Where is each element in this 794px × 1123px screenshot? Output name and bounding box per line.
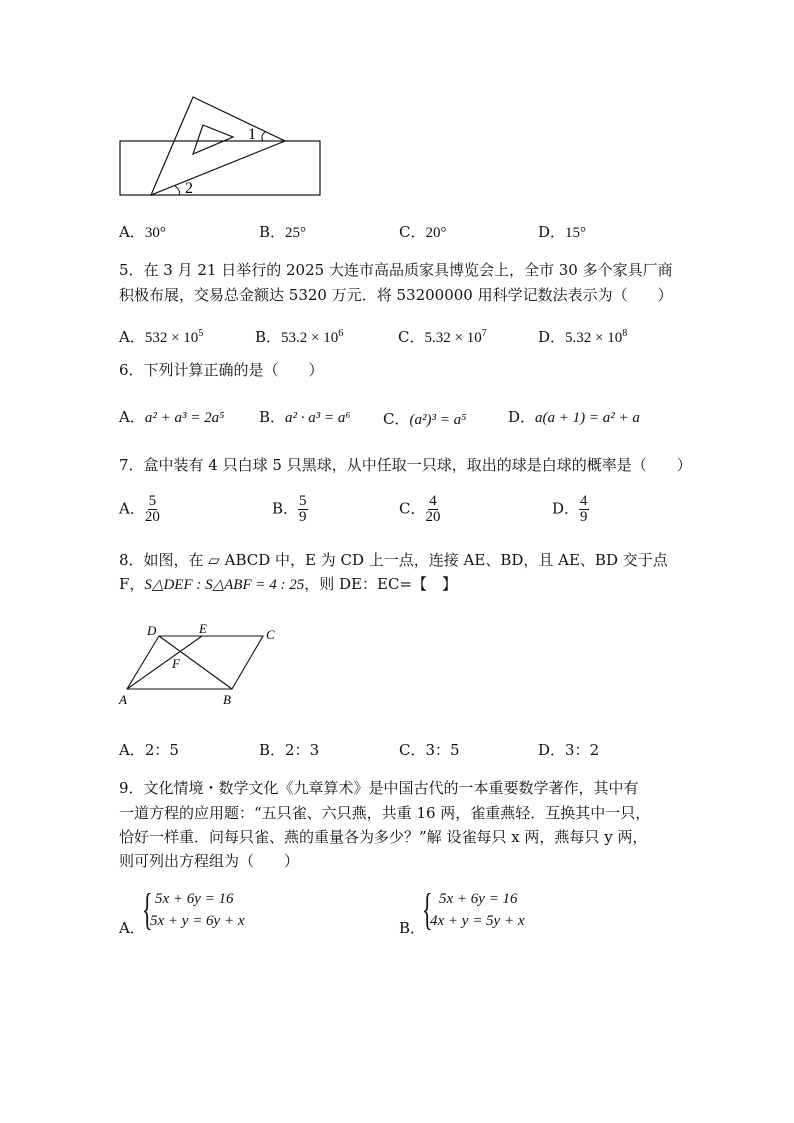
q9-stem-line4: 则可列出方程组为（ ） xyxy=(119,852,300,870)
q6-option-c[interactable]: C．(a²)³ = a⁵ xyxy=(383,410,467,428)
q7-option-b[interactable]: B． $\frac{5}{9}$ xyxy=(272,493,307,525)
set-square-outer xyxy=(151,97,285,195)
q9-option-b[interactable]: B． xyxy=(399,919,426,937)
q8-option-c[interactable]: C．3：5 xyxy=(399,741,460,759)
set-square-inner xyxy=(193,125,233,154)
point-a-label: A xyxy=(119,692,127,707)
q6-option-d[interactable]: D．a(a + 1) = a² + a xyxy=(508,408,640,426)
fraction: $\frac{4}{9}$ xyxy=(580,493,588,525)
point-b-label: B xyxy=(223,692,231,707)
q8-option-a[interactable]: A．2：5 xyxy=(119,741,179,759)
q7-stem: 7．盒中装有 4 只白球 5 只黑球，从中任取一只球，取出的球是白球的概率是（ ） xyxy=(119,456,692,474)
system-brace: { xyxy=(422,885,433,934)
q9-a-equation-2: 5x + y = 6y + x xyxy=(150,913,245,929)
q8-figure xyxy=(115,620,285,710)
q5-option-c[interactable]: C．$5.32 \times 10^7$ xyxy=(398,328,487,346)
q5-stem-line1: 5．在 3 月 21 日举行的 2025 大连市高品质家具博览会上，全市 30 多个家具厂商 xyxy=(119,261,673,279)
segment-ae xyxy=(127,636,202,689)
q6-option-b[interactable]: B．a² · a³ = a⁶ xyxy=(259,408,351,426)
q5-option-a[interactable]: A．$532 \times 10^5$ xyxy=(119,328,204,346)
q8-option-d[interactable]: D．3：2 xyxy=(538,741,600,759)
angle1-label: 1 xyxy=(248,126,256,143)
q4-option-c[interactable]: C．20° xyxy=(399,223,447,241)
area-ratio: S△DEF : S△ABF = 4 : 25 xyxy=(144,577,305,593)
q9-b-equation-1: 5x + 6y = 16 xyxy=(439,891,518,907)
fraction: $\frac{5}{20}$ xyxy=(144,493,160,525)
point-c-label: C xyxy=(266,627,275,642)
q7-option-a[interactable]: A． $\frac{5}{20}$ xyxy=(119,493,160,525)
fraction: $\frac{5}{9}$ xyxy=(299,493,307,525)
angle1-arc xyxy=(262,132,265,141)
q5-option-d[interactable]: D．$5.32 \times 10^8$ xyxy=(538,328,628,346)
q6-option-a[interactable]: A．a² + a³ = 2a⁵ xyxy=(119,408,225,426)
q9-stem-line3: 恰好一样重．问每只雀、燕的重量各为多少？”解 设雀每只 x 两，燕每只 y 两， xyxy=(119,828,648,846)
q6-stem: 6．下列计算正确的是（ ） xyxy=(119,361,324,379)
fraction: $\frac{4}{20}$ xyxy=(425,493,441,525)
system-brace: { xyxy=(142,885,153,934)
angle2-arc xyxy=(175,186,180,195)
point-e-label: E xyxy=(199,621,207,636)
q8-stem-line2: F，S△DEF : S△ABF = 4 : 25，则 DE：EC=【 】 xyxy=(119,575,458,593)
q9-stem-line1: 9．文化情境・数学文化《九章算术》是中国古代的一本重要数学著作，其中有 xyxy=(119,779,639,797)
q5-option-b[interactable]: B．$53.2 \times 10^6$ xyxy=(255,328,344,346)
segment-bd xyxy=(159,636,232,689)
point-d-label: D xyxy=(147,623,157,638)
q4-option-a[interactable]: A．30° xyxy=(119,223,166,241)
q9-option-a[interactable]: A． xyxy=(119,919,145,937)
angle2-label: 2 xyxy=(185,180,193,197)
q7-option-d[interactable]: D． $\frac{4}{9}$ xyxy=(552,493,588,525)
q5-stem-line2: 积极布展，交易总金额达 5320 万元．将 53200000 用科学记数法表示为（ ） xyxy=(119,286,673,304)
q8-option-b[interactable]: B．2：3 xyxy=(259,741,320,759)
q9-b-equation-2: 4x + y = 5y + x xyxy=(430,913,525,929)
q4-option-d[interactable]: D．15° xyxy=(538,223,587,241)
q9-stem-line2: 一道方程的应用题：“五只雀、六只燕，共重 16 两，雀重燕轻．互换其中一只， xyxy=(119,804,651,822)
q4-figure xyxy=(115,92,330,202)
point-f-label: F xyxy=(172,656,180,671)
q7-option-c[interactable]: C． $\frac{4}{20}$ xyxy=(399,493,441,525)
q9-a-equation-1: 5x + 6y = 16 xyxy=(155,891,234,907)
q4-option-b[interactable]: B．25° xyxy=(259,223,307,241)
q8-stem-line1: 8．如图，在 ▱ ABCD 中，E 为 CD 上一点，连接 AE、BD，且 AE、BD 交于点 xyxy=(119,551,668,569)
ruler-strip xyxy=(120,141,320,195)
